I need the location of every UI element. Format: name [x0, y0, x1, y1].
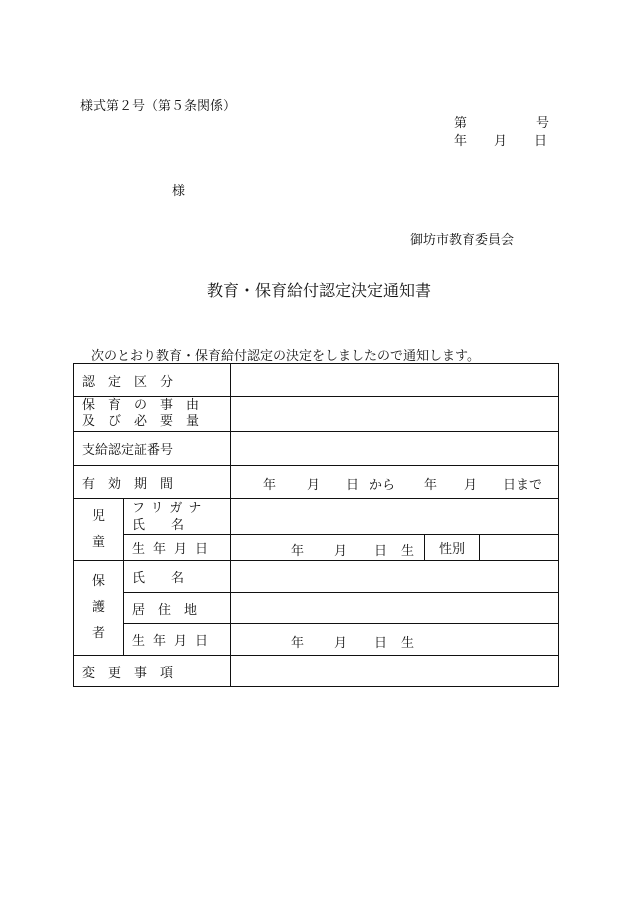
child-birth-month: 月 [334, 543, 348, 559]
child-group-char2: 童 [91, 534, 105, 550]
date-month-label: 月 [494, 134, 508, 149]
child-name-value [231, 499, 559, 535]
guardian-birth-day: 日 [374, 635, 388, 651]
reason-value [231, 397, 559, 432]
cert-number-label: 支給認定証番号 [74, 432, 231, 466]
row-child-birthdate [74, 535, 559, 561]
period-day1: 日 [346, 478, 360, 493]
form-number: 様式第２号（第５条関係） [80, 99, 237, 114]
row-cert-number [74, 432, 559, 466]
furigana-label: フリガナ [132, 500, 208, 516]
notification-table [73, 363, 559, 687]
row-changes [74, 656, 559, 687]
addressee-suffix: 様 [172, 184, 186, 199]
category-value [231, 364, 559, 397]
valid-period-value [231, 466, 559, 499]
period-year1: 年 [263, 478, 277, 493]
reason-label [74, 397, 231, 432]
period-day2-until: 日まで [503, 478, 543, 493]
doc-number-prefix: 第 [454, 116, 468, 131]
row-childcare-reason [74, 397, 559, 432]
guardian-birth-born: 生 [401, 635, 415, 651]
guardian-address-value [231, 593, 559, 624]
intro-text: 次のとおり教育・保育給付認定の決定をしましたので通知します。 [91, 349, 480, 364]
guardian-group-char2: 護 [91, 600, 105, 615]
child-name-text: 氏 名 [132, 517, 185, 533]
guardian-name-label: 氏 名 [124, 561, 231, 593]
period-from: から [369, 478, 396, 493]
period-year2: 年 [424, 478, 438, 493]
child-birth-born: 生 [401, 543, 415, 559]
changes-value [231, 656, 559, 687]
guardian-birth-year: 年 [291, 635, 305, 651]
row-valid-period [74, 466, 559, 499]
gender-value [480, 535, 559, 561]
child-birthdate-value [231, 535, 425, 561]
period-month1: 月 [307, 478, 321, 493]
date-day-label: 日 [534, 134, 548, 149]
changes-label: 変 更 事 項 [74, 656, 231, 687]
row-child-name [74, 499, 559, 535]
category-label: 認 定 区 分 [74, 364, 231, 397]
guardian-group-label [74, 561, 124, 656]
reason-label-line2: 及 び 必 要 量 [82, 414, 200, 429]
child-group-label [74, 499, 124, 561]
date-year-label: 年 [454, 134, 468, 149]
issuer-name: 御坊市教育委員会 [410, 233, 515, 248]
child-birthdate-label: 生年月日 [124, 535, 231, 561]
reason-label-line1: 保 育 の 事 由 [82, 398, 200, 413]
valid-period-label: 有 効 期 間 [74, 466, 231, 499]
row-category [74, 364, 559, 397]
guardian-group-char1: 保 [91, 574, 105, 589]
guardian-address-label: 居 住 地 [124, 593, 231, 624]
doc-number-suffix: 号 [536, 116, 550, 131]
row-guardian-name [74, 561, 559, 593]
guardian-birthdate-value [231, 624, 559, 656]
child-group-char1: 児 [91, 508, 105, 524]
row-guardian-address [74, 593, 559, 624]
guardian-name-value [231, 561, 559, 593]
guardian-birth-month: 月 [334, 635, 348, 651]
cert-number-value [231, 432, 559, 466]
document-title: 教育・保育給付認定決定通知書 [207, 281, 432, 300]
guardian-birthdate-label: 生年月日 [124, 624, 231, 656]
row-guardian-birthdate [74, 624, 559, 656]
gender-label: 性別 [425, 535, 480, 561]
child-name-label [124, 499, 231, 535]
child-birth-year: 年 [291, 543, 305, 559]
guardian-group-char3: 者 [91, 626, 105, 641]
period-month2: 月 [464, 478, 478, 493]
child-birth-day: 日 [374, 543, 388, 559]
